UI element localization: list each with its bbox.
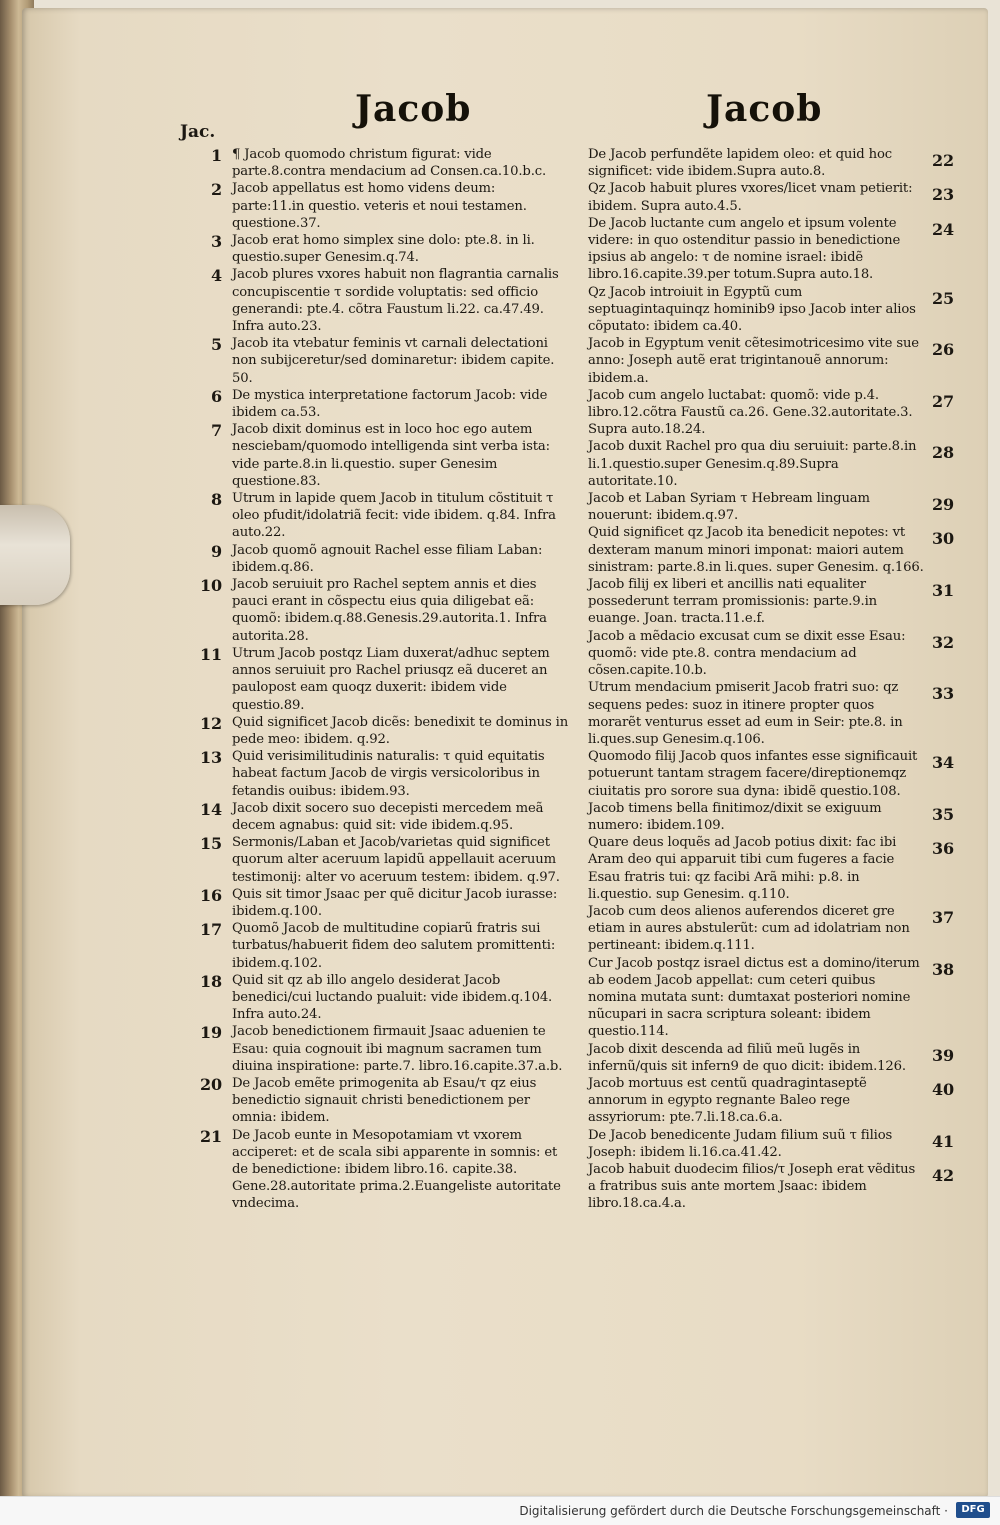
entry-text: Qz Jacob introiuit in Egyptũ cum septuagintaquinqz hominib9 ipso Jacob inter alios cõputato: ibidem ca.40. xyxy=(588,284,916,335)
entry-number: 20 xyxy=(200,1074,222,1094)
index-entry xyxy=(588,387,968,439)
entry-number: 27 xyxy=(932,391,954,411)
entry-text: De mystica interpretatione factorum Jacob: vide ibidem ca.53. xyxy=(232,387,548,421)
entry-number: 40 xyxy=(932,1079,954,1099)
entry-number: 2 xyxy=(211,180,222,200)
entry-text: Jacob seruiuit pro Rachel septem annis et dies pauci erant in cõspectu eius quia diligebat eã: quomõ: ibidem.q.88.Genesis.29.autorita.1. Infra autorita.28. xyxy=(232,577,547,644)
entry-text: ¶ Jacob quomodo christum figurat: vide parte.8.contra mendacium ad Consen.ca.10.b.c. xyxy=(232,147,547,180)
index-entry xyxy=(588,146,968,180)
entry-number: 41 xyxy=(932,1131,954,1151)
index-entry xyxy=(180,180,570,232)
index-entry xyxy=(180,714,570,748)
index-entry xyxy=(588,1075,968,1127)
entry-text: Jacob plures vxores habuit non flagrantia carnalis concupiscentie τ sordide voluptatis: sed officio generandi: pte.4. cõtra Faustum li.22. ca.47.49. Infra auto.23. xyxy=(232,267,559,335)
index-entry xyxy=(588,1127,968,1161)
entry-number: 42 xyxy=(932,1165,954,1185)
entry-number: 10 xyxy=(200,576,222,596)
index-entry xyxy=(588,903,968,955)
entry-number: 29 xyxy=(932,495,954,515)
entry-number: 17 xyxy=(200,920,222,940)
entry-number: 4 xyxy=(211,266,222,286)
entry-number: 32 xyxy=(932,632,954,652)
entry-text: Quomõ Jacob de multitudine copiarũ fratris sui turbatus/habuerit fidem deo salutem promittenti: ibidem.q.102. xyxy=(232,921,556,971)
entry-number: 37 xyxy=(932,907,954,927)
index-entry xyxy=(180,920,570,972)
entry-text: Utrum Jacob postqz Liam duxerat/adhuc septem annos seruiuit pro Rachel priusqz eã duceret an paulopost eam quoqz duxerit: ibidem vide questio.89. xyxy=(232,645,550,713)
index-entry xyxy=(180,232,570,266)
entry-number: 23 xyxy=(932,185,954,205)
entry-number: 19 xyxy=(200,1023,222,1043)
index-entry xyxy=(180,834,570,886)
running-head-right: Jacob xyxy=(706,88,823,130)
entry-number: 39 xyxy=(932,1045,954,1065)
entry-text: Jacob a mẽdacio excusat cum se dixit esse Esau: quomõ: vide pte.8. contra mendacium ad cõsen.capite.10.b. xyxy=(588,628,906,679)
entry-text: De Jacob luctante cum angelo et ipsum volente videre: in quo ostenditur passio in benedictione ipsius ab angelo: τ de nomine israel: ibidẽ libro.16.capite.39.per totum.Supra auto.18. xyxy=(588,215,901,283)
index-entry xyxy=(180,421,570,490)
entry-text: Jacob duxit Rachel pro qua diu seruiuit: parte.8.in li.1.questio.super Genesim.q.89.Supra autoritate.10. xyxy=(588,439,917,489)
entry-number: 28 xyxy=(932,443,954,463)
entry-text: Jacob in Egyptum venit cẽtesimotricesimo vite sue anno: Joseph autẽ erat trigintanouẽ annorum: ibidem.a. xyxy=(588,336,919,386)
index-entry xyxy=(588,800,968,834)
entry-text: Jacob benedictionem firmauit Jsaac aduenien te Esau: quia cognouit ibi magnum sacramen tum diuina inspiratione: parte.7. libro.16.capite.37.a.b. xyxy=(232,1024,563,1074)
index-entry xyxy=(588,1161,968,1213)
entry-text: Utrum in lapide quem Jacob in titulum cõstituit τ oleo pfudit/idolatriã fecit: vide ibidem. q.84. Infra auto.22. xyxy=(232,491,556,541)
entry-text: Jacob appellatus est homo videns deum: parte:11.in questio. veteris et noui testamen. questione.37. xyxy=(232,181,527,231)
entry-number: 25 xyxy=(932,288,954,308)
entry-number: 33 xyxy=(932,684,954,704)
entry-text: Jacob cum angelo luctabat: quomõ: vide p.4. libro.12.cõtra Faustũ ca.26. Gene.32.autoritate.3. Supra auto.18.24. xyxy=(588,387,913,438)
digitization-footer xyxy=(0,1496,1000,1525)
entry-text: Quid significet Jacob dicẽs: benedixit te dominus in pede meo: ibidem. q.92. xyxy=(232,714,569,747)
entry-number: 5 xyxy=(211,335,222,355)
index-entry xyxy=(588,628,968,680)
entry-number: 11 xyxy=(200,644,222,664)
entry-text: Jacob dixit socero suo decepisti mercedem meã decem agnabus: quid sit: vide ibidem.q.95. xyxy=(232,800,544,833)
entry-text: De Jacob eunte in Mesopotamiam vt vxorem acciperet: et de scala sibi apparente in somnis: et de benedictione: ibidem libro.16. capite.38. Gene.28.autoritate prima.2.Euangeliste autoritate vndecima. xyxy=(232,1127,561,1212)
index-entry xyxy=(180,800,570,834)
right-column xyxy=(588,146,968,1213)
entry-text: Quid sit qz ab illo angelo desiderat Jacob benedici/cui luctando pualuit: vide ibidem.q.104. Infra auto.24. xyxy=(232,972,553,1023)
margin-label: Jac. xyxy=(180,122,216,142)
entry-number: 6 xyxy=(211,386,222,406)
index-entry xyxy=(180,645,570,714)
index-entry xyxy=(588,215,968,284)
entry-number: 24 xyxy=(932,219,954,239)
index-entry xyxy=(588,335,968,387)
index-entry xyxy=(588,284,968,336)
entry-text: De Jacob benedicente Judam filium suũ τ filios Joseph: ibidem li.16.ca.41.42. xyxy=(588,1127,893,1160)
index-entry xyxy=(588,438,968,490)
index-entry xyxy=(180,972,570,1024)
dfg-logo: DFG xyxy=(956,1502,990,1518)
index-entry xyxy=(588,1041,968,1075)
entry-number: 12 xyxy=(200,713,222,733)
entry-number: 8 xyxy=(211,490,222,510)
index-entry xyxy=(180,146,570,180)
left-column xyxy=(180,146,570,1213)
entry-number: 21 xyxy=(200,1126,222,1146)
entry-number: 18 xyxy=(200,971,222,991)
index-entry xyxy=(180,490,570,542)
index-entry xyxy=(588,576,968,628)
entry-text: Quis sit timor Jsaac per quẽ dicitur Jacob iurasse: ibidem.q.100. xyxy=(232,886,558,919)
footer-text: Digitalisierung gefördert durch die Deutsche Forschungsgemeinschaft · xyxy=(519,1504,948,1518)
index-entry xyxy=(180,542,570,576)
running-head-left: Jacob xyxy=(355,88,472,130)
index-entry xyxy=(180,335,570,387)
index-entry xyxy=(180,1075,570,1127)
index-entry xyxy=(180,886,570,920)
entry-text: Cur Jacob postqz israel dictus est a domino/iterum ab eodem Jacob appellat: cum ceteri quibus nomina mutata sunt: dumtaxat posteriori nomine nũcupari in sacra scriptura soleant: ibidem questio.114. xyxy=(588,955,920,1040)
index-entry xyxy=(588,524,968,576)
entry-text: Utrum mendacium pmiserit Jacob fratri suo: qz sequens pedes: suoz in itinere propter quos morarẽt venturus esset ad eum in Seir: pte.8. in li.ques.sup Genesim.q.106. xyxy=(588,680,903,747)
entry-number: 38 xyxy=(932,959,954,979)
index-entry xyxy=(588,180,968,214)
index-entry xyxy=(588,748,968,800)
entry-number: 16 xyxy=(200,885,222,905)
entry-number: 14 xyxy=(200,799,222,819)
entry-number: 30 xyxy=(932,529,954,549)
entry-text: De Jacob perfundẽte lapidem oleo: et quid hoc significet: vide ibidem.Supra auto.8. xyxy=(588,147,893,180)
index-entry xyxy=(180,1127,570,1213)
entry-text: Jacob dixit descenda ad filiũ meũ lugẽs in infernũ/quis sit infern9 de quo dicit: ibidem.126. xyxy=(588,1041,906,1074)
entry-text: Quid verisimilitudinis naturalis: τ quid equitatis habeat factum Jacob de virgis versicoloribus in fetandis ouibus: ibidem.93. xyxy=(232,749,545,799)
entry-text: Jacob dixit dominus est in loco hoc ego autem nesciebam/quomodo intelligenda sint verba ista: vide parte.8.in li.questio. super Genesim questione.83. xyxy=(232,422,550,489)
entry-number: 36 xyxy=(932,839,954,859)
entry-text: Sermonis/Laban et Jacob/varietas quid significet quorum alter aceruum lapidũ appellauit aceruum testimonij: alter vo aceruum testem: ibidem. q.97. xyxy=(232,835,560,885)
entry-text: De Jacob emẽte primogenita ab Esau/τ qz eius benedictio signauit christi benedictionem per omnia: ibidem. xyxy=(232,1075,537,1126)
index-entry xyxy=(180,1023,570,1075)
entry-text: Jacob ita vtebatur feminis vt carnali delectationi non subijceretur/sed dominaretur: ibidem capite. 50. xyxy=(232,336,555,386)
entry-text: Jacob erat homo simplex sine dolo: pte.8. in li. questio.super Genesim.q.74. xyxy=(232,233,535,266)
index-entry xyxy=(180,266,570,335)
index-entry xyxy=(588,679,968,748)
entry-text: Jacob quomõ agnouit Rachel esse filiam Laban: ibidem.q.86. xyxy=(232,542,543,575)
index-entry xyxy=(588,834,968,903)
entry-text: Jacob et Laban Syriam τ Hebream linguam nouerunt: ibidem.q.97. xyxy=(588,491,870,524)
entry-text: Jacob cum deos alienos auferendos diceret gre etiam in aures abstulerũt: cum ad idolatriam non pertineant: ibidem.q.111. xyxy=(588,903,910,954)
entry-number: 7 xyxy=(211,421,222,441)
entry-number: 35 xyxy=(932,804,954,824)
page-clip xyxy=(0,505,70,605)
entry-number: 13 xyxy=(200,748,222,768)
entry-number: 3 xyxy=(211,232,222,252)
entry-text: Jacob mortuus est centũ quadragintaseptẽ annorum in egypto regnante Baleo rege assyriorum: pte.7.li.18.ca.6.a. xyxy=(588,1075,867,1126)
entry-number: 15 xyxy=(200,834,222,854)
entry-number: 31 xyxy=(932,581,954,601)
entry-number: 1 xyxy=(211,146,222,165)
entry-text: Quid significet qz Jacob ita benedicit nepotes: vt dexteram manum minori imponat: maiori autem sinistram: parte.8.in li.ques. super Genesim. q.166. xyxy=(588,525,924,575)
index-entry xyxy=(588,490,968,524)
index-entry xyxy=(180,576,570,645)
entry-number: 34 xyxy=(932,753,954,773)
index-entry xyxy=(588,955,968,1041)
index-entry xyxy=(180,748,570,800)
entry-text: Jacob habuit duodecim filios/τ Joseph erat vẽditus a fratribus suis ante mortem Jsaac: ibidem libro.18.ca.4.a. xyxy=(588,1161,916,1212)
entry-text: Quare deus loquẽs ad Jacob potius dixit: fac ibi Aram deo qui apparuit tibi cum fugeres a facie Esau fratris tui: qz facibi Arã mihi: p.8. in li.questio. sup Genesim. q.110. xyxy=(588,835,897,902)
entry-text: Qz Jacob habuit plures vxores/licet vnam petierit: ibidem. Supra auto.4.5. xyxy=(588,181,913,214)
entry-number: 22 xyxy=(932,151,954,170)
entry-text: Jacob timens bella finitimoz/dixit se exiguum numero: ibidem.109. xyxy=(588,800,882,833)
entry-number: 9 xyxy=(211,541,222,561)
entry-text: Quomodo filij Jacob quos infantes esse significauit potuerunt tantam stragem facere/direptionemqz ciuitatis pro sorore sua dyna: ibidẽ questio.108. xyxy=(588,749,918,799)
entry-number: 26 xyxy=(932,340,954,360)
entry-text: Jacob filij ex liberi et ancillis nati equaliter possederunt terram promissionis: parte.9.in euange. Joan. tracta.11.e.f. xyxy=(588,577,877,627)
index-entry xyxy=(180,387,570,421)
